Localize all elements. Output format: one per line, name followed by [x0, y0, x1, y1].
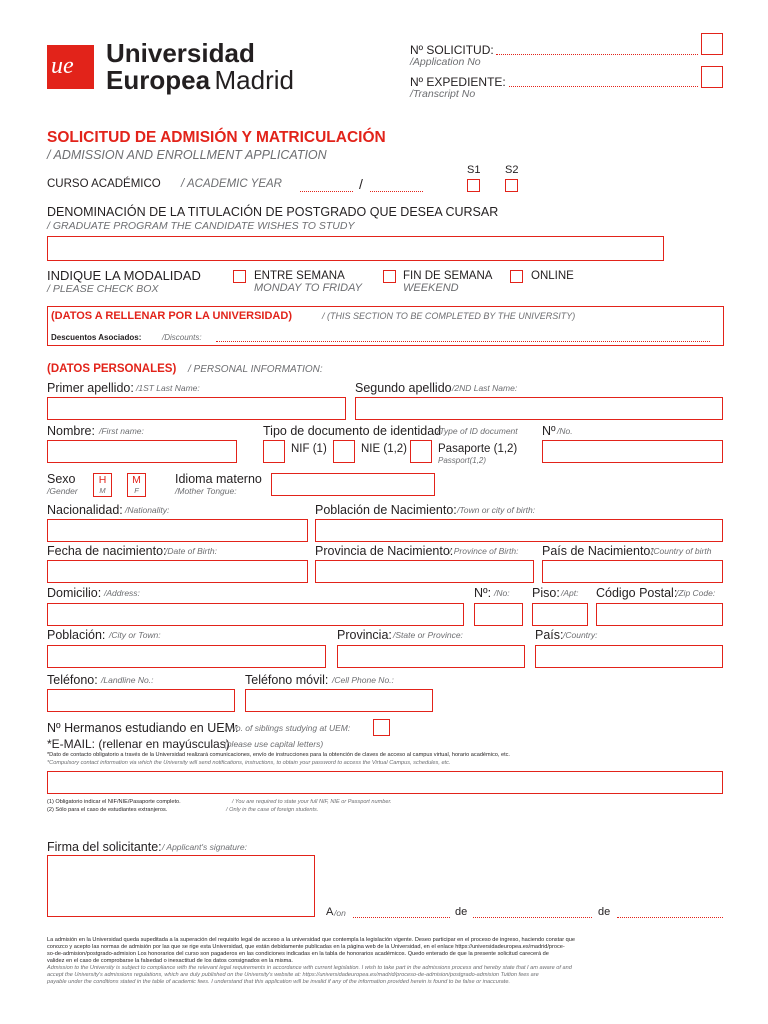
- opt1-label: ENTRE SEMANA: [254, 270, 345, 282]
- primer-apellido-input[interactable]: [47, 397, 346, 420]
- telefono-input[interactable]: [47, 689, 235, 712]
- solicitud-en: /Application No: [410, 56, 481, 68]
- logo-mark-text: ue: [51, 53, 74, 79]
- curso-slash: /: [359, 176, 363, 192]
- nombre-input[interactable]: [47, 440, 237, 463]
- primer-apellido-en: /1ST Last Name:: [136, 383, 200, 393]
- legal-en-2: accept the University's admissions regulations, which are duly published on the University's website at: https://universidadeuropea.es/madrid/proceso-de-admision/postgrado-admision Tuition fees are: [47, 972, 539, 978]
- discounts-en: /Discounts:: [162, 333, 202, 342]
- domicilio-input[interactable]: [47, 603, 464, 626]
- hermanos-input[interactable]: [373, 719, 390, 736]
- segundo-apellido-label: Segundo apellido: [355, 381, 452, 395]
- sexo-h-label: H: [98, 474, 107, 486]
- legal-es-2: conozco y acepto las normas de admisión por las que se rige esta Universidad, que están debidamente publicadas en la página web de la Universidad, en el enlace https://universidadeuropea.es/madrid/proce-: [47, 944, 565, 950]
- nif-label: NIF (1): [291, 443, 327, 455]
- idioma-en: /Mother Tongue:: [175, 486, 237, 496]
- opt3-label: ONLINE: [531, 270, 574, 282]
- idioma-input[interactable]: [271, 473, 435, 496]
- personal-title: (DATOS PERSONALES): [47, 363, 177, 375]
- legal-en-1: Admission to the University is subject to compliance with the relevant legal requirements in accordance with current legislation. I wish to take part in the admissions process and hereby state that I am aware of and: [47, 965, 572, 971]
- movil-label: Teléfono móvil:: [245, 673, 329, 687]
- solicitud-label: Nº SOLICITUD:: [410, 43, 494, 57]
- modalidad-en: / PLEASE CHECK BOX: [47, 283, 159, 295]
- numero-doc-input[interactable]: [542, 440, 723, 463]
- poblacion-en: /City or Town:: [109, 630, 161, 640]
- logo-text: [106, 40, 294, 98]
- provincia-input[interactable]: [337, 645, 525, 668]
- dom-num-en: /No:: [494, 588, 510, 598]
- email-note-en: *Compulsory contact information via which the University will send notifications, instructions, to obtain your password to access the Virtual Campus, schedules, etc.: [47, 760, 451, 766]
- firma-a-en: /on: [334, 908, 346, 918]
- expediente-label: Nº EXPEDIENTE:: [410, 75, 506, 89]
- pasaporte-en: Passport(1,2): [438, 456, 487, 465]
- poblacion-nac-en: /Town or city of birth:: [457, 505, 536, 515]
- cp-en: /Zip Code:: [676, 588, 716, 598]
- pais-input[interactable]: [535, 645, 723, 668]
- firma-box[interactable]: [47, 855, 315, 917]
- legal-es-4: validez en el caso de comprobarse la falsedad o inexactitud de los datos consignados en la misma.: [47, 958, 293, 964]
- pasaporte-checkbox[interactable]: [410, 440, 432, 463]
- firma-day-line[interactable]: [473, 917, 592, 918]
- pais-nac-label: País de Nacimiento:: [542, 544, 654, 558]
- modalidad-entre-semana-checkbox[interactable]: [233, 270, 246, 283]
- domicilio-en: /Address:: [104, 588, 140, 598]
- fecha-input[interactable]: [47, 560, 308, 583]
- poblacion-input[interactable]: [47, 645, 326, 668]
- footnote-2-en: / Only in the case of foreign students.: [226, 807, 319, 813]
- pais-nac-en: /Country of birth: [651, 546, 712, 556]
- email-label: *E-MAIL: (rellenar en mayúsculas): [47, 737, 230, 751]
- sexo-m-label: M: [132, 474, 141, 486]
- dom-num-label: Nº:: [474, 586, 492, 600]
- solicitud-line[interactable]: [496, 54, 698, 55]
- titulacion-label: DENOMINACIÓN DE LA TITULACIÓN DE POSTGRADO QUE DESEA CURSAR: [47, 205, 499, 219]
- fecha-label: Fecha de nacimiento:: [47, 544, 167, 558]
- curso-label: CURSO ACADÉMICO: [47, 178, 161, 190]
- nacionalidad-en: /Nationality:: [125, 505, 170, 515]
- nacionalidad-input[interactable]: [47, 519, 308, 542]
- pais-en: /Country:: [563, 630, 598, 640]
- hermanos-en: / No. of siblings studying at UEM:: [225, 723, 351, 733]
- piso-input[interactable]: [532, 603, 588, 626]
- firma-en: / Applicant's signature:: [162, 842, 247, 852]
- segundo-apellido-input[interactable]: [355, 397, 723, 420]
- sexo-m-en: F: [134, 486, 139, 495]
- discounts-label: Descuentos Asociados:: [51, 333, 142, 342]
- expediente-box[interactable]: [701, 66, 723, 88]
- legal-en-3: payable under the conditions stated in the table of academic fees. I understand that this application will be invalid if any of the information provided herein is found to be false or inaccurate.: [47, 979, 511, 985]
- nie-label: NIE (1,2): [361, 443, 408, 455]
- discounts-line[interactable]: [216, 341, 710, 342]
- footnote-1: (1) Obligatorio indicar el NIF/NIE/Pasaporte completo.: [47, 799, 181, 805]
- sexo-h-checkbox[interactable]: [93, 473, 112, 497]
- provincia-nac-en: / Province of Birth:: [449, 546, 519, 556]
- firma-year-line[interactable]: [617, 917, 723, 918]
- logo-line2-light: Madrid: [214, 65, 294, 95]
- footnote-1-en: / You are required to state your full NIF, NIE or Passport number.: [232, 799, 392, 805]
- solicitud-box[interactable]: [701, 33, 723, 55]
- numero-doc-label: Nº: [542, 424, 556, 438]
- opt2-en: WEEKEND: [403, 282, 459, 294]
- nacionalidad-label: Nacionalidad:: [47, 503, 123, 517]
- movil-input[interactable]: [245, 689, 433, 712]
- expediente-en: /Transcript No: [410, 88, 476, 100]
- expediente-line[interactable]: [509, 86, 698, 87]
- form-title: SOLICITUD DE ADMISIÓN Y MATRICULACIÓN: [47, 129, 386, 146]
- provincia-label: Provincia:: [337, 628, 392, 642]
- firma-a: A: [326, 906, 334, 918]
- opt2-label: FIN DE SEMANA: [403, 270, 493, 282]
- s2-label: S2: [505, 164, 519, 176]
- pais-nac-input[interactable]: [542, 560, 723, 583]
- firma-place-line[interactable]: [353, 917, 450, 918]
- university-title: (DATOS A RELLENAR POR LA UNIVERSIDAD): [51, 310, 292, 322]
- cp-label: Código Postal:: [596, 586, 678, 600]
- nombre-en: /First name:: [99, 426, 144, 436]
- titulacion-en: / GRADUATE PROGRAM THE CANDIDATE WISHES TO STUDY: [47, 220, 355, 232]
- form-title-en: / ADMISSION AND ENROLLMENT APPLICATION: [47, 148, 327, 162]
- email-input[interactable]: [47, 771, 723, 794]
- pasaporte-label: Pasaporte (1,2): [438, 443, 518, 455]
- titulacion-input[interactable]: [47, 236, 664, 261]
- idioma-label: Idioma materno: [175, 472, 262, 486]
- logo-mark: [47, 45, 94, 89]
- s1-label: S1: [467, 164, 481, 176]
- sexo-en: /Gender: [47, 486, 78, 496]
- firma-label: Firma del solicitante:: [47, 840, 162, 854]
- piso-en: /Apt:: [561, 588, 579, 598]
- cp-input[interactable]: [596, 603, 723, 626]
- dom-num-input[interactable]: [474, 603, 523, 626]
- poblacion-label: Población:: [47, 628, 106, 642]
- modalidad-label: INDIQUE LA MODALIDAD: [47, 268, 201, 283]
- fecha-en: /Date of Birth:: [165, 546, 217, 556]
- sexo-h-en: M: [99, 486, 106, 495]
- poblacion-nac-label: Población de Nacimiento:: [315, 503, 457, 517]
- nie-checkbox[interactable]: [333, 440, 355, 463]
- hermanos-label: Nº Hermanos estudiando en UEM:: [47, 721, 239, 735]
- primer-apellido-label: Primer apellido:: [47, 381, 134, 395]
- numero-doc-en: /No.: [557, 426, 573, 436]
- email-en: (please use capital letters): [224, 739, 324, 749]
- s1-checkbox[interactable]: [467, 179, 480, 192]
- telefono-en: /Landline No.:: [101, 675, 154, 685]
- curso-en: / ACADEMIC YEAR: [181, 178, 282, 190]
- tipo-doc-en: /Type of ID document: [437, 426, 518, 436]
- legal-es-3: so-de-admision/postgrado-admision Los honorarios del curso son pagaderos en las condiciones indicadas en la tabla de honorarios académicos. Quedo enterado de que la presente solicitud carecerá de: [47, 951, 549, 957]
- curso-year1[interactable]: [300, 191, 353, 192]
- firma-de2: de: [598, 906, 611, 918]
- personal-title-en: / PERSONAL INFORMATION:: [188, 364, 323, 375]
- provincia-nac-input[interactable]: [315, 560, 534, 583]
- movil-en: /Cell Phone No.:: [332, 675, 394, 685]
- logo-line1: Universidad: [106, 38, 255, 68]
- modalidad-fin-semana-checkbox[interactable]: [383, 270, 396, 283]
- pais-label: País:: [535, 628, 564, 642]
- sexo-label: Sexo: [47, 472, 76, 486]
- sexo-m-checkbox[interactable]: [127, 473, 146, 497]
- domicilio-label: Domicilio:: [47, 586, 102, 600]
- opt1-en: MONDAY TO FRIDAY: [254, 282, 362, 294]
- provincia-nac-label: Provincia de Nacimiento:: [315, 544, 454, 558]
- tipo-doc-label: Tipo de documento de identidad: [263, 424, 442, 438]
- poblacion-nac-input[interactable]: [315, 519, 723, 542]
- logo-line2-bold: Europea: [106, 65, 211, 95]
- firma-de1: de: [455, 906, 468, 918]
- segundo-apellido-en: /2ND Last Name:: [452, 383, 518, 393]
- piso-label: Piso:: [532, 586, 560, 600]
- university-title-en: / (THIS SECTION TO BE COMPLETED BY THE UNIVERSITY): [322, 311, 576, 321]
- nombre-label: Nombre:: [47, 424, 95, 438]
- provincia-en: /State or Province:: [393, 630, 463, 640]
- legal-es-1: La admisión en la Universidad queda supeditada a la superación del requisito legal de acceso a la universidad que contempla la legislación vigente. Deseo participar en el proceso de ingreso, haciendo constar que: [47, 937, 576, 943]
- modalidad-online-checkbox[interactable]: [510, 270, 523, 283]
- nif-checkbox[interactable]: [263, 440, 285, 463]
- email-note: *Dato de contacto obligatorio a través de la Universidad realizará comunicaciones, envío de instrucciones para la obtención de claves de acceso al campus virtual, horario académico, etc.: [47, 752, 510, 758]
- footnote-2: (2) Sólo para el caso de estudiantes extranjeros.: [47, 807, 168, 813]
- telefono-label: Teléfono:: [47, 673, 98, 687]
- s2-checkbox[interactable]: [505, 179, 518, 192]
- curso-year2[interactable]: [370, 191, 423, 192]
